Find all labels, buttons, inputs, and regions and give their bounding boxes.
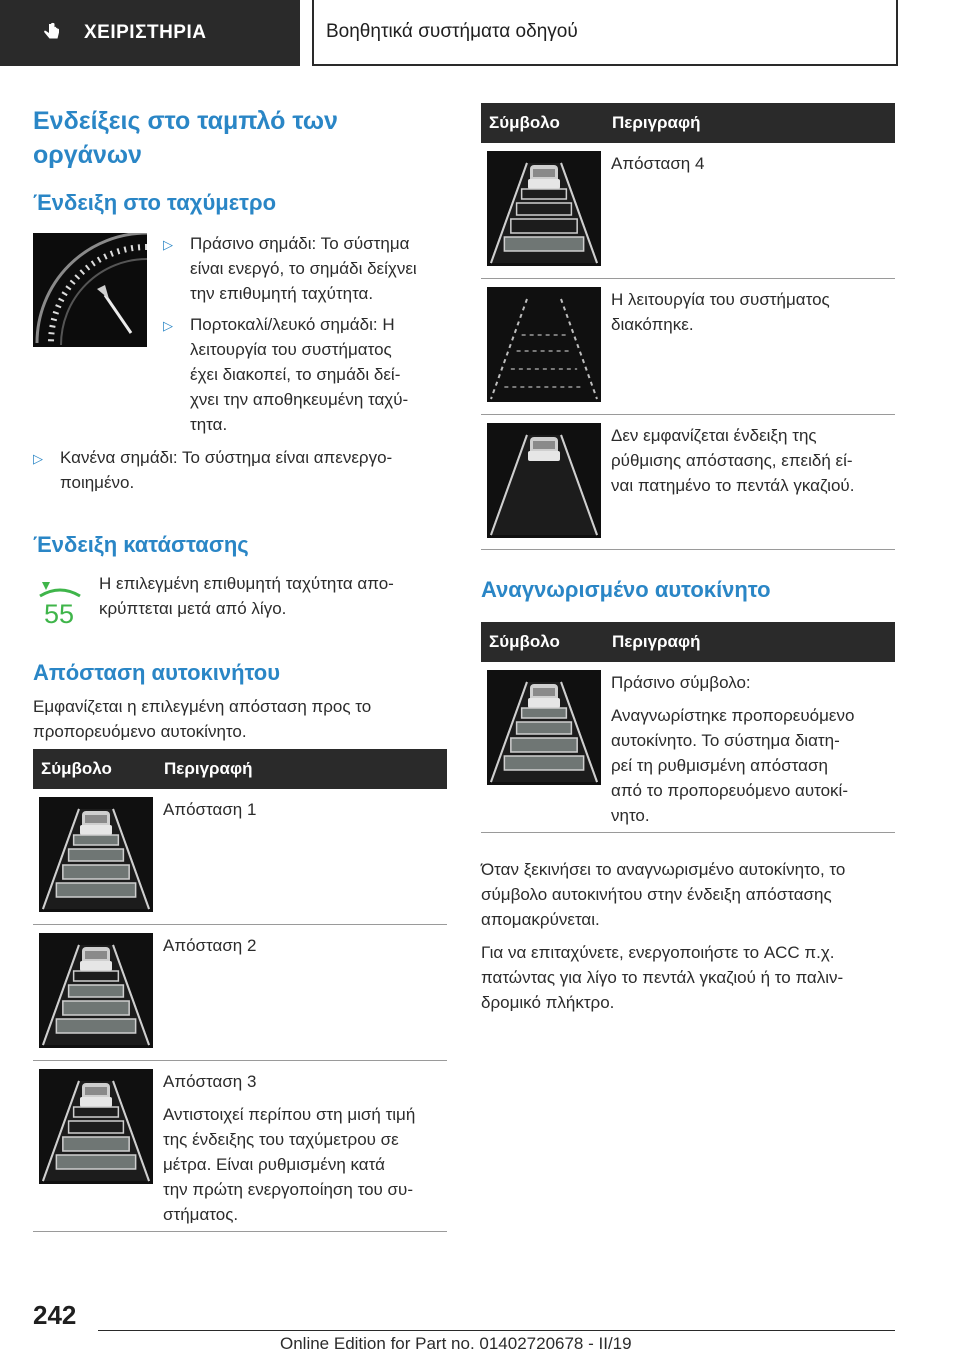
table-header [481, 103, 895, 143]
speedo-heading: Ένδειξη στο ταχύμετρο [33, 190, 277, 215]
distance-3-description: Απόσταση 3 Αντιστοιχεί περίπου στη μισή τιμή της ένδειξης του ταχύμετρου σε μέτρα. Είναι ρυθμισμένη κατά την πρώτη ενεργοποίηση του συ- στήματος. [163, 1072, 416, 1224]
distance-2-description: Απόσταση 2 [163, 936, 257, 955]
distance-4-icon [487, 151, 601, 266]
col-description-header: Περιγραφή [164, 759, 253, 778]
paragraph-accelerate: Για να επιταχύνετε, ενεργοποιήστε το ACC π.χ. πατώντας για λίγο το πεντάλ γκαζιού ή το παλιν- δρομικό πλήκτρο. [481, 943, 844, 1012]
interrupted-icon [487, 287, 601, 402]
table-header [33, 749, 447, 789]
distance-2-icon [39, 933, 153, 1048]
row-divider [481, 414, 895, 415]
section-tab[interactable] [0, 0, 300, 66]
distance-4-description: Απόσταση 4 [611, 154, 705, 173]
triangle-bullet-icon: ▷ [163, 237, 173, 252]
chapter-tab[interactable] [312, 0, 898, 66]
page-title: Ενδείξεις στο ταμπλό των οργάνων [33, 107, 338, 169]
col-symbol-header: Σύμβολο [489, 113, 560, 132]
hand-pointer-icon [40, 21, 64, 45]
recognized-car-icon [487, 670, 601, 785]
page-number: 242 [33, 1300, 77, 1330]
row-divider [33, 1231, 447, 1232]
footer-divider [98, 1330, 895, 1331]
distance-heading: Απόσταση αυτοκινήτου [33, 660, 281, 685]
col-description-header: Περιγραφή [612, 632, 701, 651]
section-label: ΧΕΙΡΙΣΤΗΡΙΑ [84, 22, 207, 43]
chapter-label: Βοηθητικά συστήματα οδηγού [326, 21, 578, 42]
row-divider [33, 1060, 447, 1061]
status-heading: Ένδειξη κατάστασης [33, 532, 249, 557]
pedal-pressed-icon [487, 423, 601, 538]
set-speed-marker-icon [38, 580, 82, 598]
interrupted-description: Η λειτουργία του συστήματος διακόπηκε. [611, 290, 830, 334]
status-text: Η επιλεγμένη επιθυμητή ταχύτητα απο- κρύπτεται μετά από λίγο. [99, 574, 394, 618]
col-symbol-header: Σύμβολο [489, 632, 560, 651]
distance-3-icon [39, 1069, 153, 1184]
pedal-pressed-description: Δεν εμφανίζεται ένδειξη της ρύθμισης απόστασης, επειδή εί- ναι πατημένο το πεντάλ γκαζιού. [611, 426, 855, 495]
row-divider [481, 832, 895, 833]
triangle-bullet-icon: ▷ [163, 318, 173, 333]
row-divider [33, 924, 447, 925]
distance-intro: Εμφανίζεται η επιλεγμένη απόσταση προς το προπορευόμενο αυτοκίνητο. [33, 697, 372, 741]
speed-status-icon: 55 [38, 580, 82, 626]
col-description-header: Περιγραφή [612, 113, 701, 132]
recognized-description: Πράσινο σύμβολο: Αναγνωρίστηκε προπορευόμενο αυτοκίνητο. Το σύστημα διατη- ρεί τη ρυθμισμένη απόσταση από το προπορευόμενο αυτοκί- νητο. [611, 673, 855, 825]
speedometer-image [33, 233, 147, 347]
col-symbol-header: Σύμβολο [41, 759, 112, 778]
distance-1-icon [39, 797, 153, 912]
table-header [481, 622, 895, 662]
row-divider [481, 278, 895, 279]
triangle-bullet-icon: ▷ [33, 451, 43, 466]
row-divider [481, 549, 895, 550]
edition-text: Online Edition for Part no. 01402720678 - II/19 [280, 1334, 632, 1353]
recognized-heading: Αναγνωρισμένο αυτοκίνητο [481, 577, 771, 602]
paragraph-start: Όταν ξεκινήσει το αναγνωρισμένο αυτοκίνητο, το σύμβολο αυτοκινήτου στην ένδειξη απόστασης απομακρύνεται. [481, 860, 846, 929]
distance-1-description: Απόσταση 1 [163, 800, 257, 819]
